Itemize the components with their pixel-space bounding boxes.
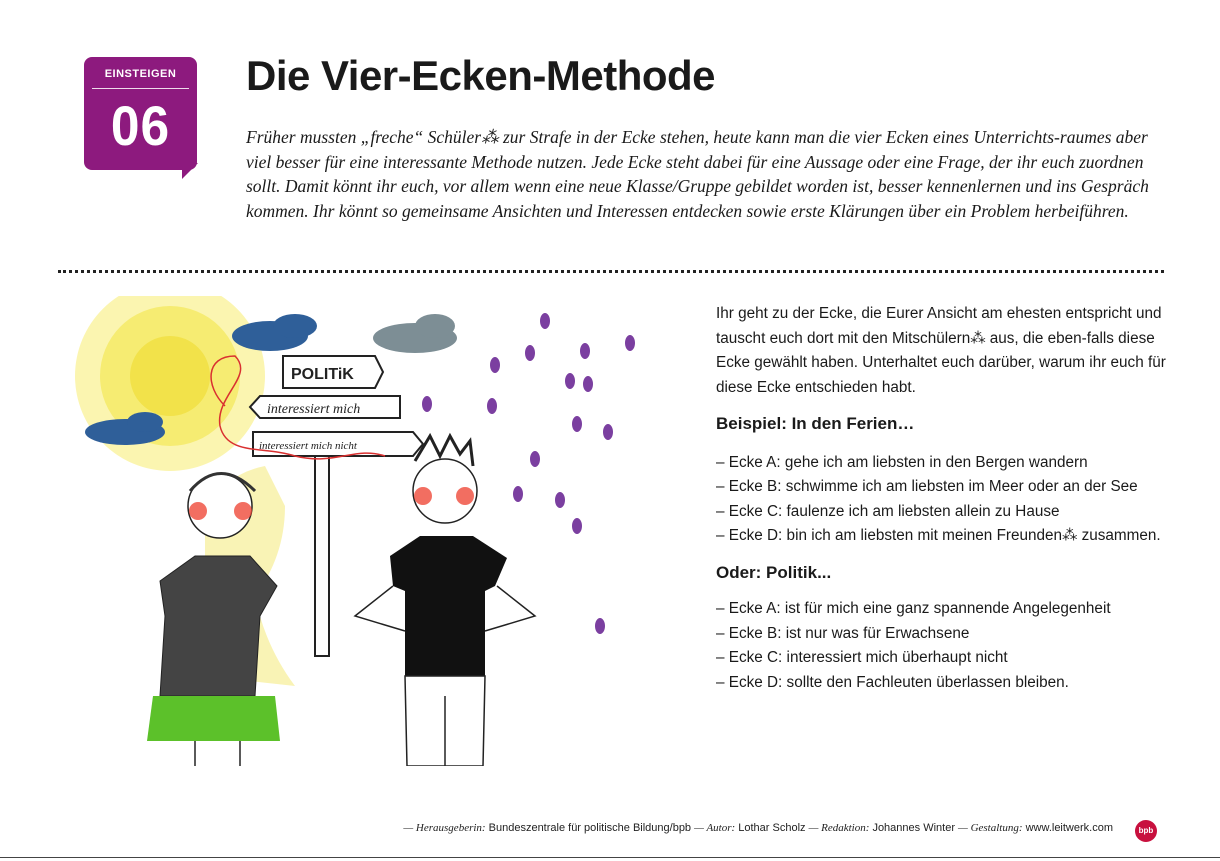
sign-interested: interessiert mich <box>267 402 361 417</box>
list-item: – Ecke D: sollte den Fachleuten überlassen bleiben. <box>716 673 1069 691</box>
footer-editor: Johannes Winter <box>872 822 955 834</box>
sign-politik: POLITiK <box>291 366 354 383</box>
sign-not-interested: interessiert mich nicht <box>259 440 357 452</box>
footer-design-label: — Gestaltung: <box>958 822 1023 834</box>
body-paragraph: Ihr geht zu der Ecke, die Eurer Ansicht am ehesten entspricht und tauscht euch dort mit den Mitschülern⁂ aus, die eben-falls diese Ecke gewählt haben. Unterhaltet euch darüber, warum ihr euch für diese Ecke entschieden habt. <box>716 305 1166 396</box>
example2-heading: Oder: Politik... <box>716 562 832 582</box>
body-column <box>716 302 1166 695</box>
footer-author-label: — Autor: <box>694 822 736 834</box>
badge-number: 06 <box>110 94 171 157</box>
intro-paragraph: Früher mussten „freche“ Schüler⁂ zur Strafe in der Ecke stehen, heute kann man die vier Ecken eines Unterrichts-raumes aber viel besser für eine interessante Methode nutzen. Jede Ecke steht dabei für eine Aussage oder eine Frage, der ihr euch zuordnen sollt. Damit könnt ihr euch, vor allem wenn eine neue Klasse/Gruppe gebildet worden ist, besser kennenlernen und ins Gespräch kommen. Ihr könnt so gemeinsame Ansichten und Interessen entdecken sowie erste Klärungen über ein Problem herbeiführen. <box>246 127 1149 221</box>
footer-author: Lothar Scholz <box>738 822 806 834</box>
badge-fold <box>182 163 198 179</box>
page-title: Die Vier-Ecken-Methode <box>246 52 716 99</box>
boy-figure <box>355 436 535 766</box>
footer-publisher: Bundeszentrale für politische Bildung/bpb <box>488 822 692 834</box>
dotted-divider <box>58 270 1164 273</box>
list-item: – Ecke B: ist nur was für Erwachsene <box>716 624 970 642</box>
bpb-logo: bpb <box>1135 820 1157 842</box>
footer-editor-label: — Redaktion: <box>808 822 870 834</box>
footer-design-link[interactable]: www.leitwerk.com <box>1025 822 1113 834</box>
example2-list <box>716 597 1166 695</box>
list-item: – Ecke C: faulenze ich am liebsten allein zu Hause <box>716 502 1060 520</box>
list-item: – Ecke B: schwimme ich am liebsten im Meer oder an der See <box>716 478 1138 495</box>
example1-heading: Beispiel: In den Ferien… <box>716 414 915 433</box>
section-badge <box>84 57 197 170</box>
bottom-rule <box>0 857 1220 858</box>
list-item: – Ecke C: interessiert mich überhaupt nicht <box>716 649 1008 666</box>
example1-list <box>716 451 1166 549</box>
badge-divider <box>92 88 189 89</box>
list-item: – Ecke A: ist für mich eine ganz spannende Angelegenheit <box>716 600 1111 617</box>
list-item: – Ecke A: gehe ich am liebsten in den Bergen wandern <box>716 453 1088 471</box>
footer-credits <box>0 822 1113 834</box>
illustration <box>55 296 685 766</box>
footer-publisher-label: — Herausgeberin: <box>403 822 486 834</box>
list-item: – Ecke D: bin ich am liebsten mit meinen Freunden⁂ zusammen. <box>716 527 1161 544</box>
badge-label: EINSTEIGEN <box>104 68 177 80</box>
